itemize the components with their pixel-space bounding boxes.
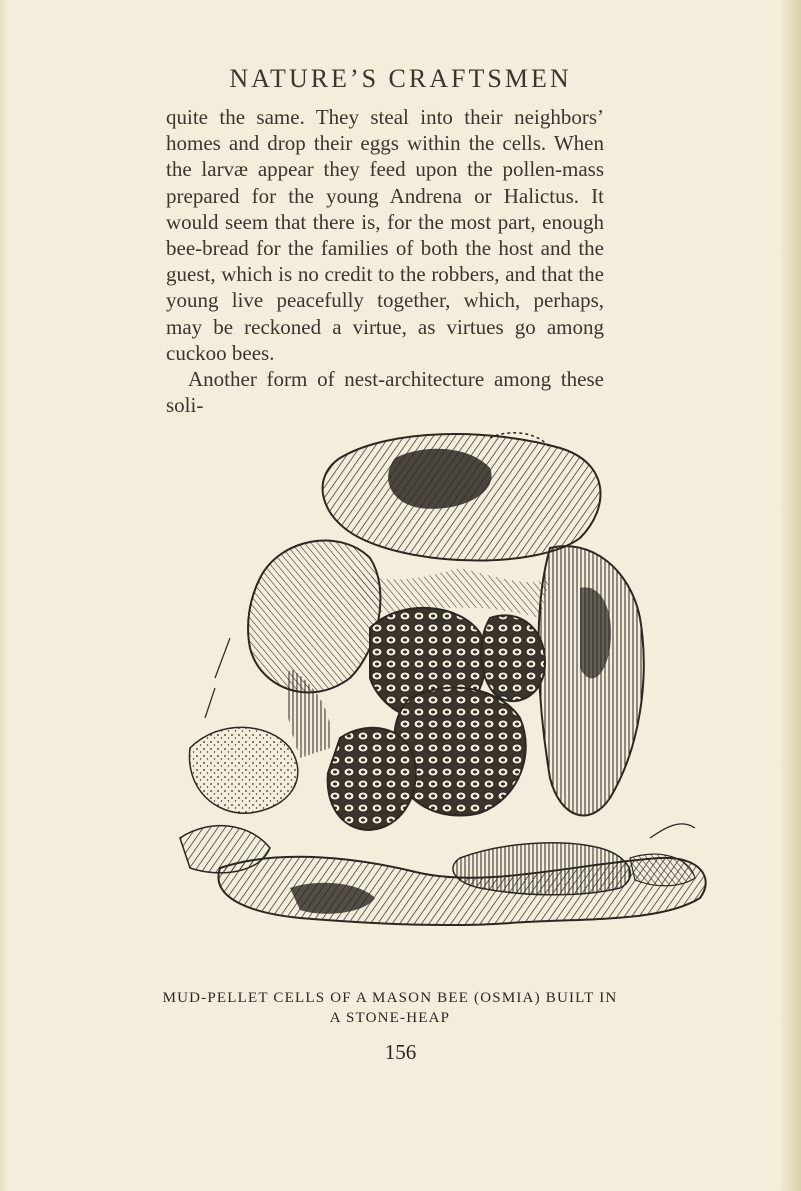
page-number: 156 [384,1040,417,1064]
left-stone [248,541,380,693]
paragraph-2: Another form of nest-architecture among these soli- [166,367,604,418]
pellet-cells-middle [394,688,526,816]
lower-left-stone [189,727,297,813]
page-edge-left [0,0,8,1191]
figure-caption: MUD-PELLET CELLS OF A MASON BEE (OSMIA) BUILT IN A STONE-HEAP [162,990,618,1026]
pellet-cells-lower [328,728,416,830]
running-head: NATURE’S CRAFTSMEN [229,64,572,93]
pellet-cells-right [481,615,545,701]
page-edge-right [779,0,801,1191]
stone-heap-illustration [160,418,720,958]
paragraph-1: quite the same. They steal into their neighbors’ homes and drop their eggs within the cells. When the larvæ appear they feed upon the pollen-mass prepared for the young Andrena or Halictus. It would seem that there is, for the most part, enough bee-bread for the families of both the host and the guest, which is no credit to the robbers, and that the young live peacefully together, which, perhaps, may be reckoned a virtue, as virtues go among cuckoo bees. [166,105,604,365]
right-stone [538,546,643,815]
body-text [166,104,604,418]
